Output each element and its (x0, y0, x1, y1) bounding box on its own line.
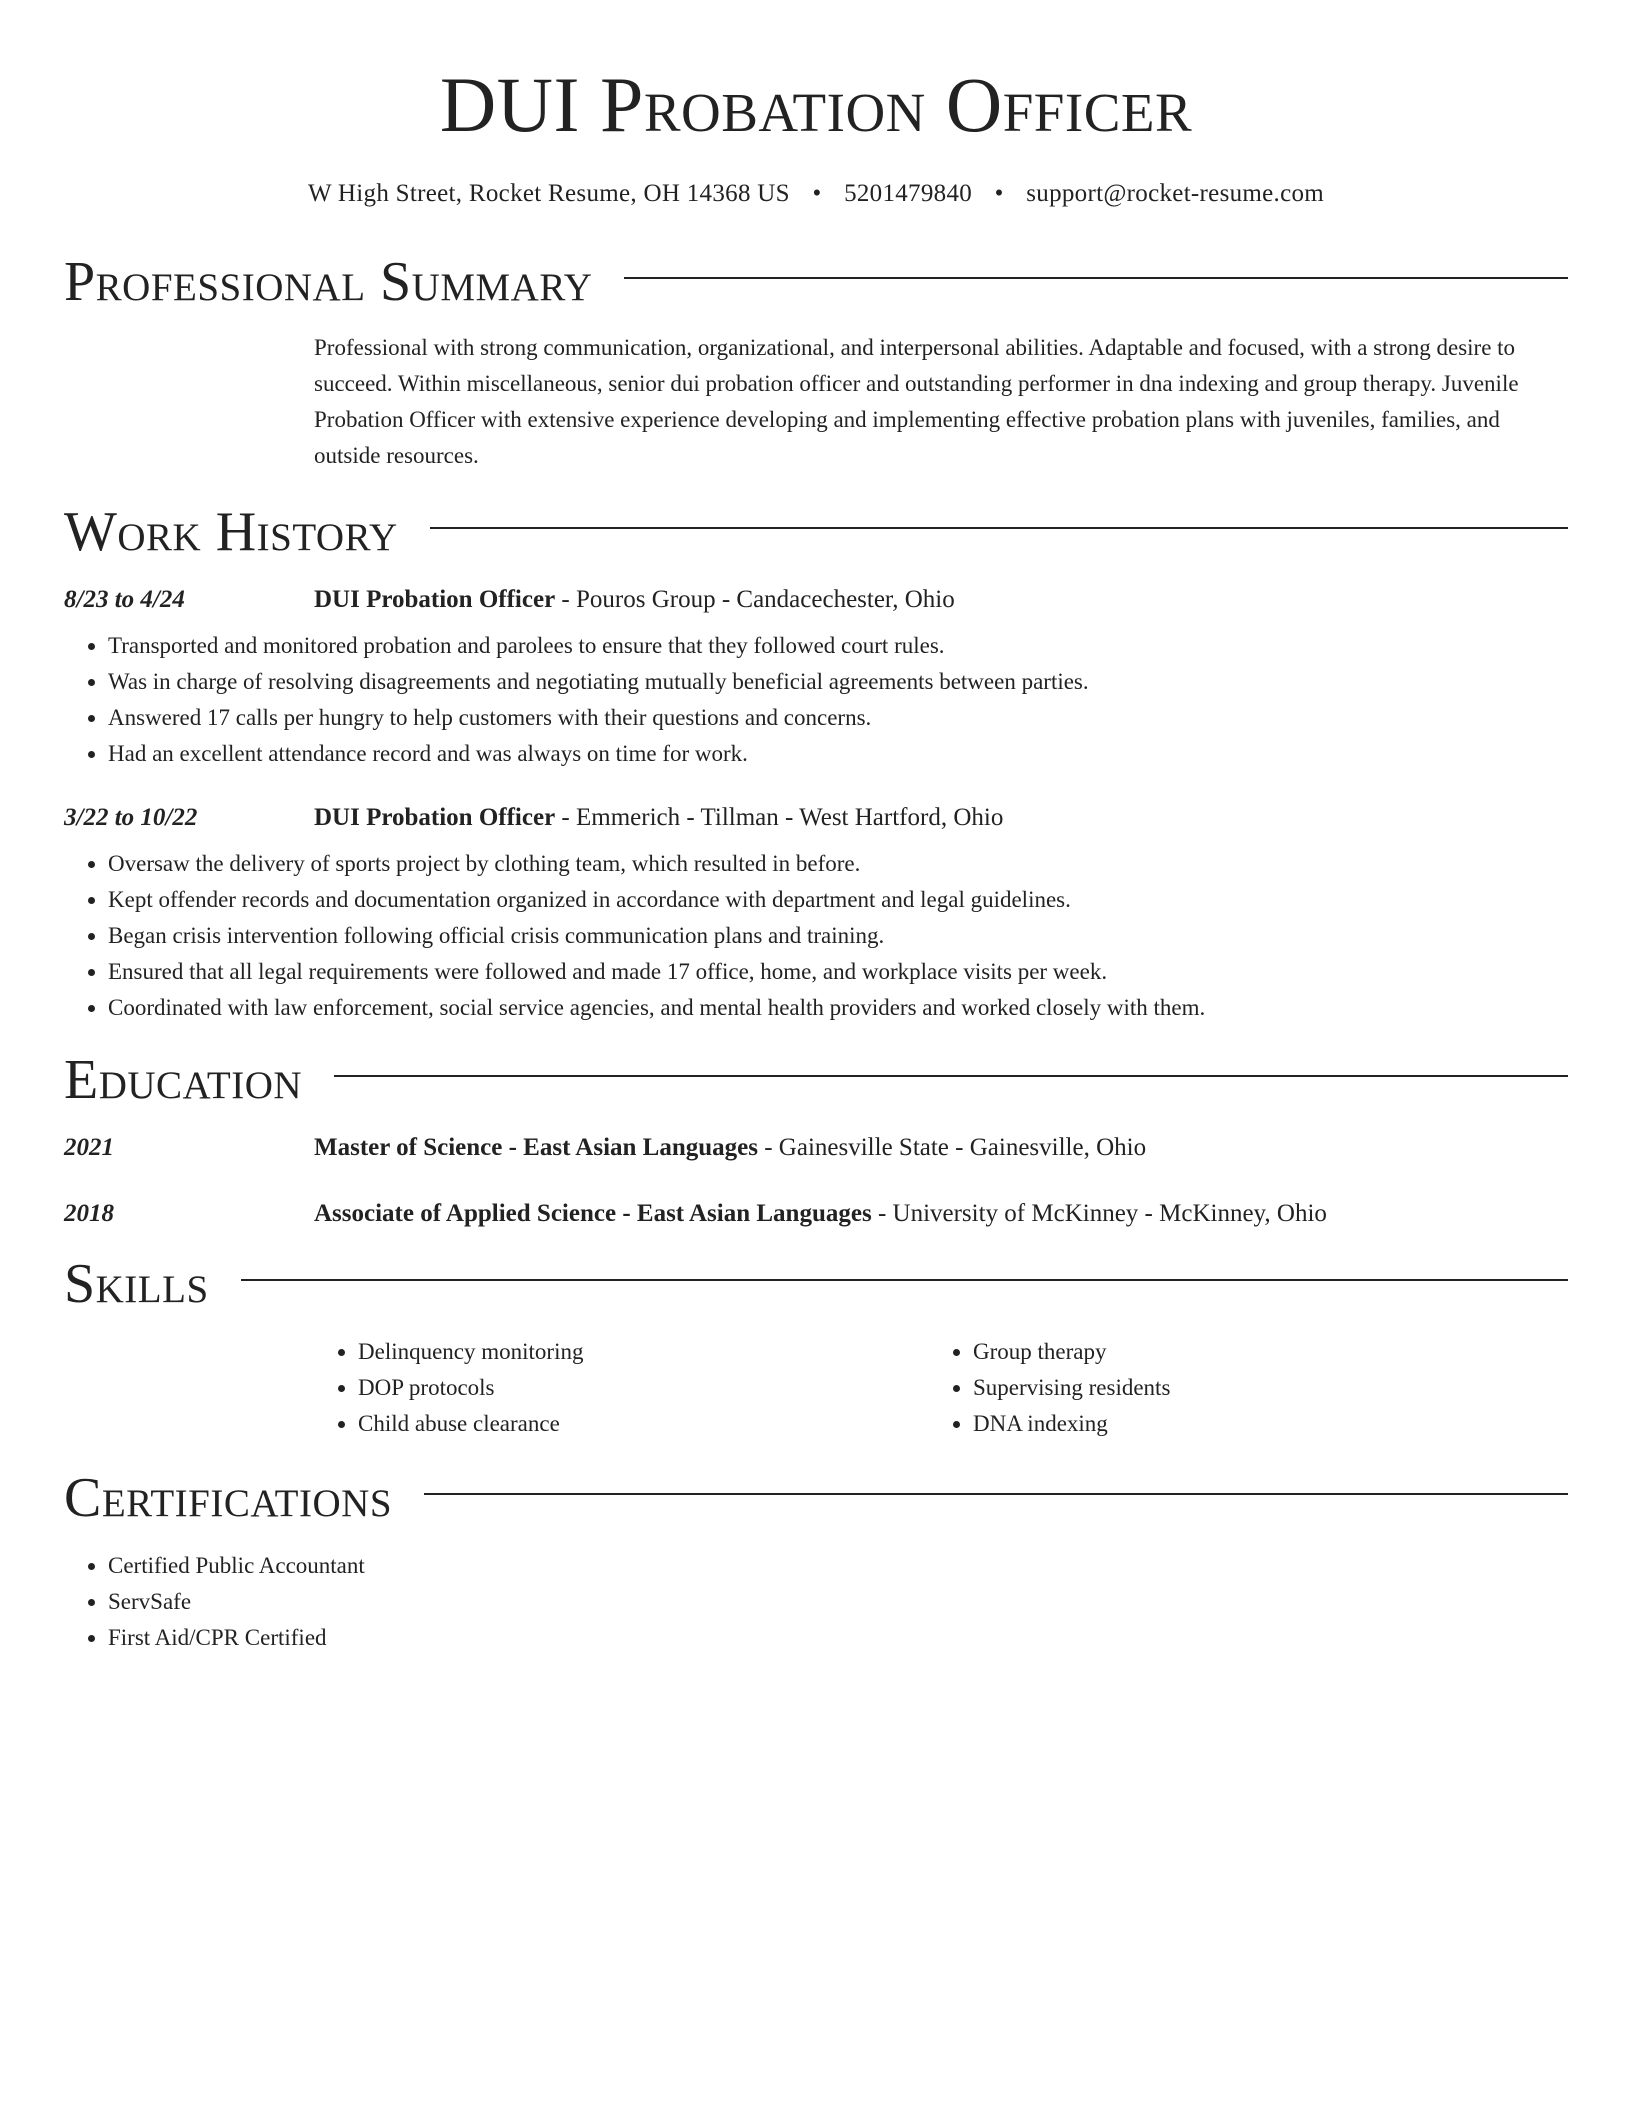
summary-section-title: Professional Summary (64, 251, 593, 313)
job-role: DUI Probation Officer (314, 586, 556, 613)
job-heading (314, 804, 1003, 832)
skills-column-right (929, 1334, 1544, 1442)
certification-item: • First Aid/CPR Certified (108, 1620, 1568, 1656)
education-year: 2021 (64, 1134, 114, 1161)
section-divider (424, 1493, 1568, 1495)
skills-section-header (64, 1252, 1568, 1316)
contact-phone: 5201479840 (844, 180, 973, 207)
section-divider (624, 277, 1568, 279)
job-role: DUI Probation Officer (314, 804, 556, 831)
education-year: 2018 (64, 1200, 114, 1227)
skill-item: • Supervising residents (973, 1370, 1544, 1406)
education-section-header (64, 1048, 1568, 1112)
job-bullet: • Began crisis intervention following official crisis communication plans and training. (108, 918, 1568, 954)
skills-section-title: Skills (64, 1253, 209, 1315)
job-entry (64, 586, 1568, 772)
contact-separator: • (812, 180, 822, 207)
education-degree: Master of Science - East Asian Languages (314, 1134, 758, 1161)
job-entry (64, 804, 1568, 1026)
section-divider (430, 527, 1568, 529)
job-bullets (64, 846, 1568, 1026)
work-section-header (64, 500, 1568, 564)
job-bullet: • Kept offender records and documentation organized in accordance with department and legal guidelines. (108, 882, 1568, 918)
job-details: - Emmerich - Tillman - West Hartford, Ohio (555, 804, 1004, 831)
skills-list (314, 1334, 1568, 1442)
skill-item: • Group therapy (973, 1334, 1544, 1370)
job-heading (314, 586, 955, 614)
certifications-section-title: Certifications (64, 1467, 393, 1529)
job-bullet: • Was in charge of resolving disagreements and negotiating mutually beneficial agreements between parties. (108, 664, 1568, 700)
skill-item: • Child abuse clearance (358, 1406, 929, 1442)
certifications-list (64, 1548, 1568, 1656)
job-bullet: • Answered 17 calls per hungry to help customers with their questions and concerns. (108, 700, 1568, 736)
job-header (64, 586, 1568, 614)
job-bullet: • Had an excellent attendance record and was always on time for work. (108, 736, 1568, 772)
contact-address: W High Street, Rocket Resume, OH 14368 US (307, 180, 790, 207)
resume-name: DUI Probation Officer (439, 61, 1193, 148)
education-degree: Associate of Applied Science - East Asian Languages (314, 1200, 872, 1227)
skills-column-left (314, 1334, 929, 1442)
job-bullet: • Transported and monitored probation and parolees to ensure that they followed court rules. (108, 628, 1568, 664)
job-bullet: • Ensured that all legal requirements were followed and made 17 office, home, and workplace visits per week. (108, 954, 1568, 990)
summary-section-header (64, 250, 1568, 314)
skills-bullets (314, 1334, 929, 1442)
skill-item: • DOP protocols (358, 1370, 929, 1406)
skills-bullets (929, 1334, 1544, 1442)
skill-item: • DNA indexing (973, 1406, 1544, 1442)
education-school: - Gainesville State - Gainesville, Ohio (757, 1134, 1147, 1161)
education-entry (64, 1200, 1568, 1228)
summary-text: Professional with strong communication, organizational, and interpersonal abilities. Adaptable and focused, with a strong desire to succeed. Within miscellaneous, senior dui probation officer and outstanding performer in dna indexing and group therapy. Juvenile Probation Officer with extensive experience developing and implementing effective probation plans with juveniles, families, and outside resources. (314, 335, 1519, 468)
job-dates: 8/23 to 4/24 (64, 586, 185, 613)
education-entry (64, 1134, 1568, 1162)
job-bullets (64, 628, 1568, 772)
job-header (64, 804, 1568, 832)
work-section-title: Work History (64, 501, 398, 563)
section-divider (334, 1075, 1568, 1077)
education-school: - University of McKinney - McKinney, Ohio (871, 1200, 1327, 1227)
certification-item: • Certified Public Accountant (108, 1548, 1568, 1584)
education-section-title: Education (64, 1049, 303, 1111)
certification-item: • ServSafe (108, 1584, 1568, 1620)
section-divider (241, 1279, 1568, 1281)
job-details: - Pouros Group - Candacechester, Ohio (555, 586, 955, 613)
contact-line (64, 178, 1568, 210)
skill-item: • Delinquency monitoring (358, 1334, 929, 1370)
contact-email: support@rocket-resume.com (1026, 180, 1325, 207)
job-bullet: • Oversaw the delivery of sports project by clothing team, which resulted in before. (108, 846, 1568, 882)
job-bullet: • Coordinated with law enforcement, social service agencies, and mental health providers and worked closely with them. (108, 990, 1568, 1026)
contact-separator: • (994, 180, 1004, 207)
education-heading (314, 1134, 1146, 1162)
job-dates: 3/22 to 10/22 (64, 804, 198, 831)
education-heading (314, 1200, 1327, 1228)
certifications-section-header (64, 1466, 1568, 1530)
